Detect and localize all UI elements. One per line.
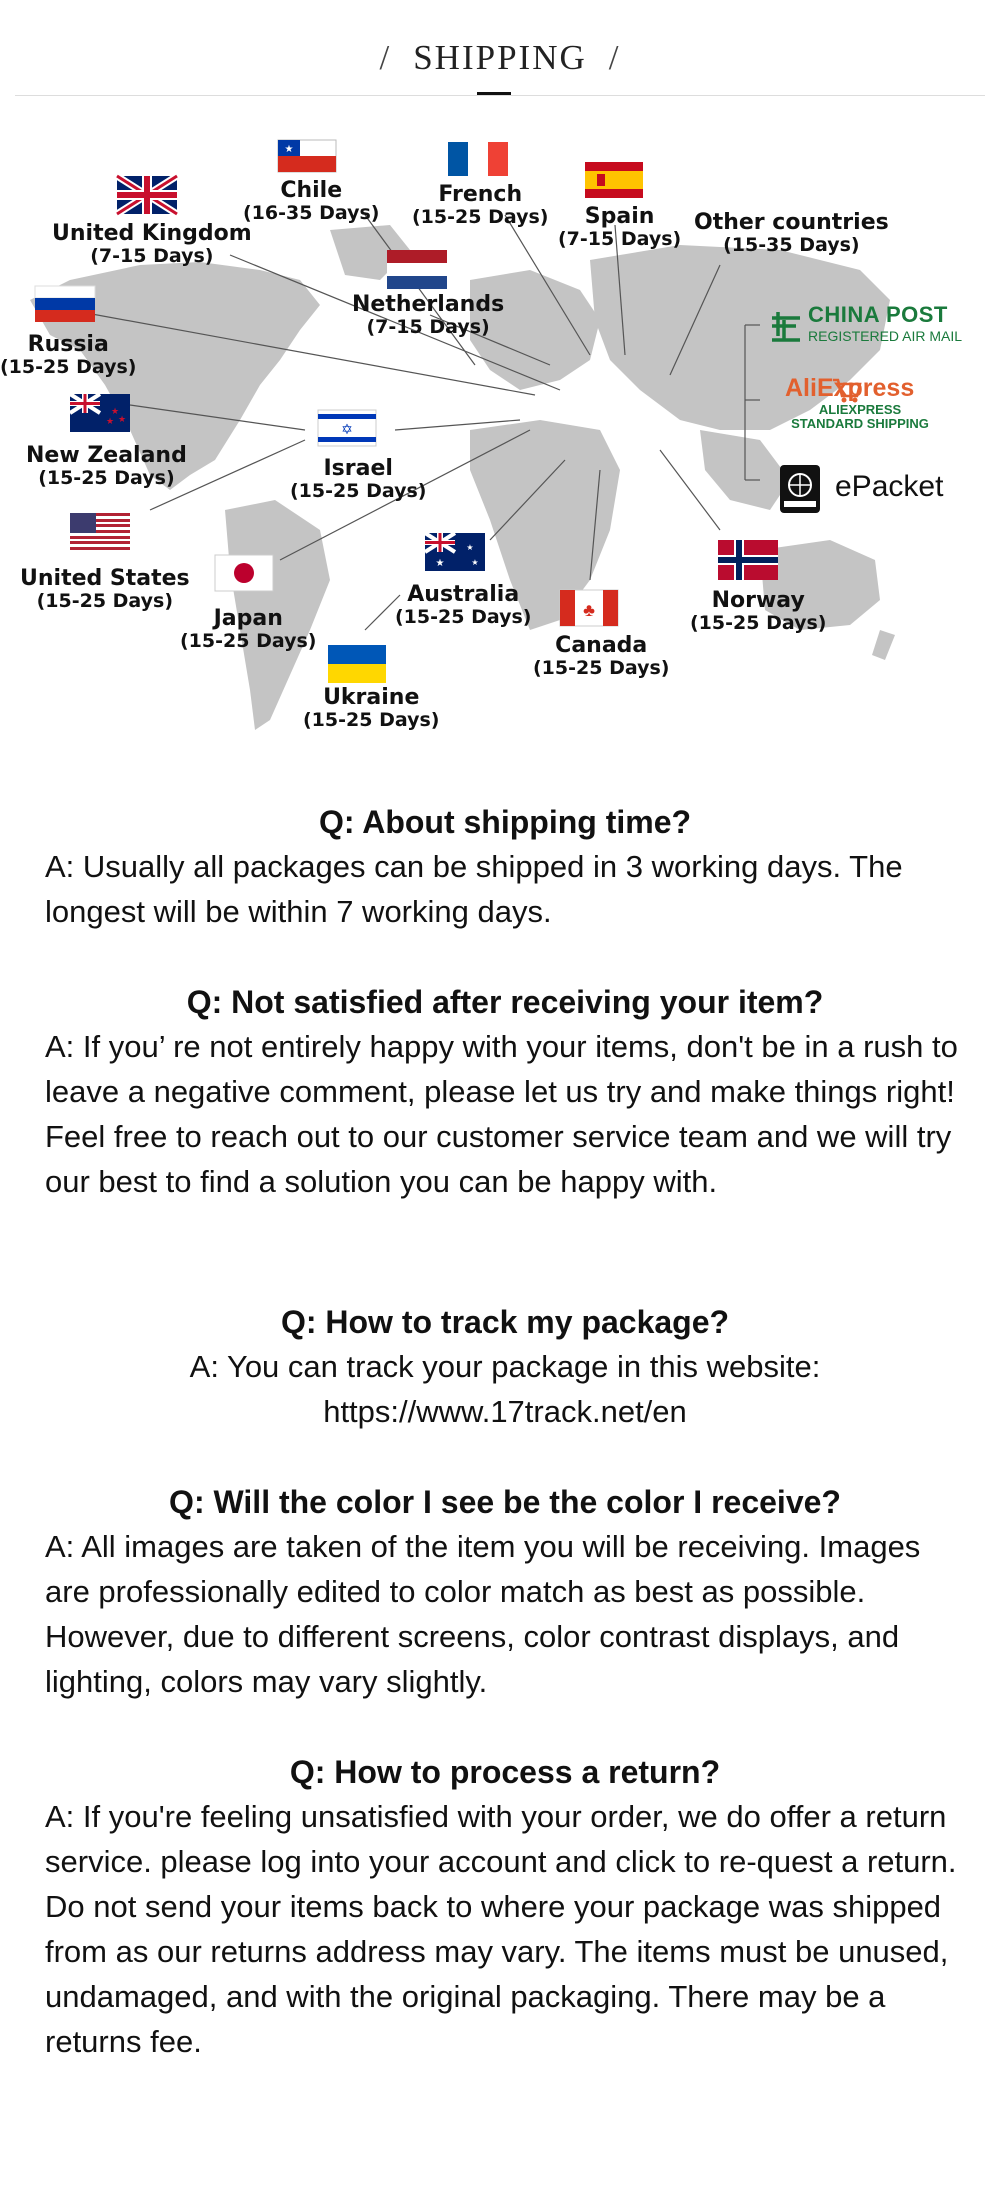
svg-text:★: ★ [110, 406, 120, 416]
destination-canada [533, 633, 669, 680]
page-title [0, 38, 1000, 78]
svg-text:♣: ♣ [583, 600, 595, 620]
destination-israel [290, 456, 426, 503]
flag-ukraine-icon [328, 645, 386, 683]
svg-text:★: ★ [117, 414, 127, 424]
faq-question: Q: About shipping time? [318, 804, 692, 840]
carrier-aliexpress [785, 374, 935, 432]
faq-answer: A: You can track your package in this website: https://www.17track.net/en [189, 1349, 821, 1429]
destination-name: Chile [280, 178, 343, 203]
carrier-china-post [808, 302, 962, 344]
svg-text:★: ★ [105, 416, 115, 426]
destination-name: Israel [323, 456, 393, 481]
title-slash-left: / [379, 38, 392, 77]
destination-days: (15-25 Days) [180, 630, 317, 653]
svg-text:★: ★ [284, 144, 294, 155]
destination-spain [558, 204, 681, 251]
flag-australia-icon [425, 533, 485, 571]
destination-name: Netherlands [352, 292, 505, 317]
shipping-map [0, 130, 1000, 750]
flag-russia-icon [35, 286, 95, 322]
faq-answer: A: Usually all packages can be shipped in 3 working days. The longest will be within 7 working days. [45, 849, 903, 929]
title-text: SHIPPING [413, 38, 587, 77]
svg-text:★: ★ [471, 558, 479, 567]
destination-french [412, 182, 548, 229]
flag-france-icon [448, 142, 508, 176]
destination-united-kingdom [52, 221, 252, 268]
destination-days: (15-25 Days) [690, 612, 827, 635]
flag-japan-icon [215, 555, 273, 591]
destination-chile [243, 178, 379, 225]
destination-name: Australia [407, 582, 520, 607]
flag-new-zealand-icon [70, 394, 130, 432]
china-post-subtitle: REGISTERED AIR MAIL [808, 328, 963, 344]
destination-new-zealand [26, 443, 187, 490]
flag-netherlands-icon [387, 250, 447, 289]
aliexpress-subtitle-1: ALIEXPRESS [818, 402, 902, 417]
flag-canada-icon [560, 590, 618, 626]
destination-netherlands [352, 292, 504, 339]
carrier-epacket [835, 470, 943, 504]
destination-name: French [438, 182, 523, 207]
destination-days: (15-25 Days) [395, 606, 532, 629]
shipping-header [0, 0, 1000, 100]
faq-question: Q: How to track my package? [280, 1304, 730, 1340]
faq-return [45, 1750, 965, 2064]
svg-text:★: ★ [435, 558, 445, 569]
faq-question: Q: Will the color I see be the color I receive? [169, 1484, 841, 1520]
destination-days: (15-25 Days) [303, 709, 440, 732]
faq-shipping-time [45, 800, 965, 934]
destination-australia [395, 582, 531, 629]
destination-days: (7-15 Days) [558, 228, 682, 251]
faq-answer: A: If you're feeling unsatisfied with your order, we do offer a return service. please log into your account and click to re-quest a return. Do not send your items back to where your package was shipped from as our returns address may vary. The items must be unused, undamaged, and with the original packaging. There may be a returns fee. [45, 1799, 957, 2059]
flag-uk-icon [117, 176, 177, 214]
destination-name: Norway [711, 588, 805, 613]
faq-question: Q: How to process a return? [289, 1754, 721, 1790]
destination-days: (15-25 Days) [290, 480, 427, 503]
destination-name: Other countries [694, 210, 889, 235]
epacket-logo-icon [780, 465, 820, 513]
destination-name: Japan [213, 606, 283, 631]
faq-question: Q: Not satisfied after receiving your item? [186, 984, 824, 1020]
new-zealand-island-shape [872, 630, 895, 660]
flag-norway-icon [718, 540, 778, 580]
destination-days: (15-25 Days) [412, 206, 549, 229]
destination-name: Spain [584, 204, 655, 229]
aliexpress-name: AliExpress [785, 374, 915, 402]
destination-ukraine [303, 685, 439, 732]
destination-other-countries [694, 210, 889, 257]
destination-name: United States [20, 566, 190, 591]
svg-text:★: ★ [466, 543, 474, 552]
destination-norway [690, 588, 826, 635]
china-post-name: CHINA POST [808, 302, 948, 327]
destination-days: (16-35 Days) [243, 202, 380, 225]
flag-israel-icon [318, 410, 376, 446]
title-slash-right: / [608, 38, 621, 77]
destination-name: Russia [27, 332, 109, 357]
destination-united-states [20, 566, 190, 613]
svg-text:✡: ✡ [341, 421, 353, 437]
destination-days: (15-25 Days) [38, 467, 175, 490]
flag-spain-icon [585, 162, 643, 198]
destination-name: New Zealand [26, 443, 187, 468]
destination-days: (15-25 Days) [36, 590, 174, 613]
title-underline-mark [477, 92, 511, 95]
faq-answer: A: If you’ re not entirely happy with your items, don't be in a rush to leave a negative comment, please let us try and make things right! Feel free to reach out to our customer service team and we will try our best to find a solution you can be happy with. [45, 1029, 958, 1199]
faq-track-package [45, 1300, 965, 1434]
destination-days: (7-15 Days) [90, 245, 214, 268]
faq-color [45, 1480, 965, 1704]
destination-russia [0, 332, 136, 379]
destination-days: (15-25 Days) [0, 356, 137, 379]
flag-chile-icon [278, 140, 336, 172]
aliexpress-subtitle-2: STANDARD SHIPPING [791, 416, 929, 432]
epacket-name: ePacket [835, 470, 944, 503]
destination-days: (15-35 Days) [723, 234, 860, 257]
destination-name: Canada [555, 633, 648, 658]
faq-not-satisfied [45, 980, 965, 1204]
destination-japan [180, 606, 316, 653]
destination-days: (15-25 Days) [533, 657, 670, 680]
destination-name: United Kingdom [52, 221, 252, 246]
faq-answer: A: All images are taken of the item you will be receiving. Images are professionally edited to color match as best as possible. However, due to different screens, color contrast displays, and lighting, colors may vary slightly. [45, 1529, 921, 1699]
flag-usa-icon [70, 513, 130, 550]
title-divider [15, 95, 985, 96]
destination-name: Ukraine [323, 685, 420, 710]
destination-days: (7-15 Days) [366, 316, 490, 339]
